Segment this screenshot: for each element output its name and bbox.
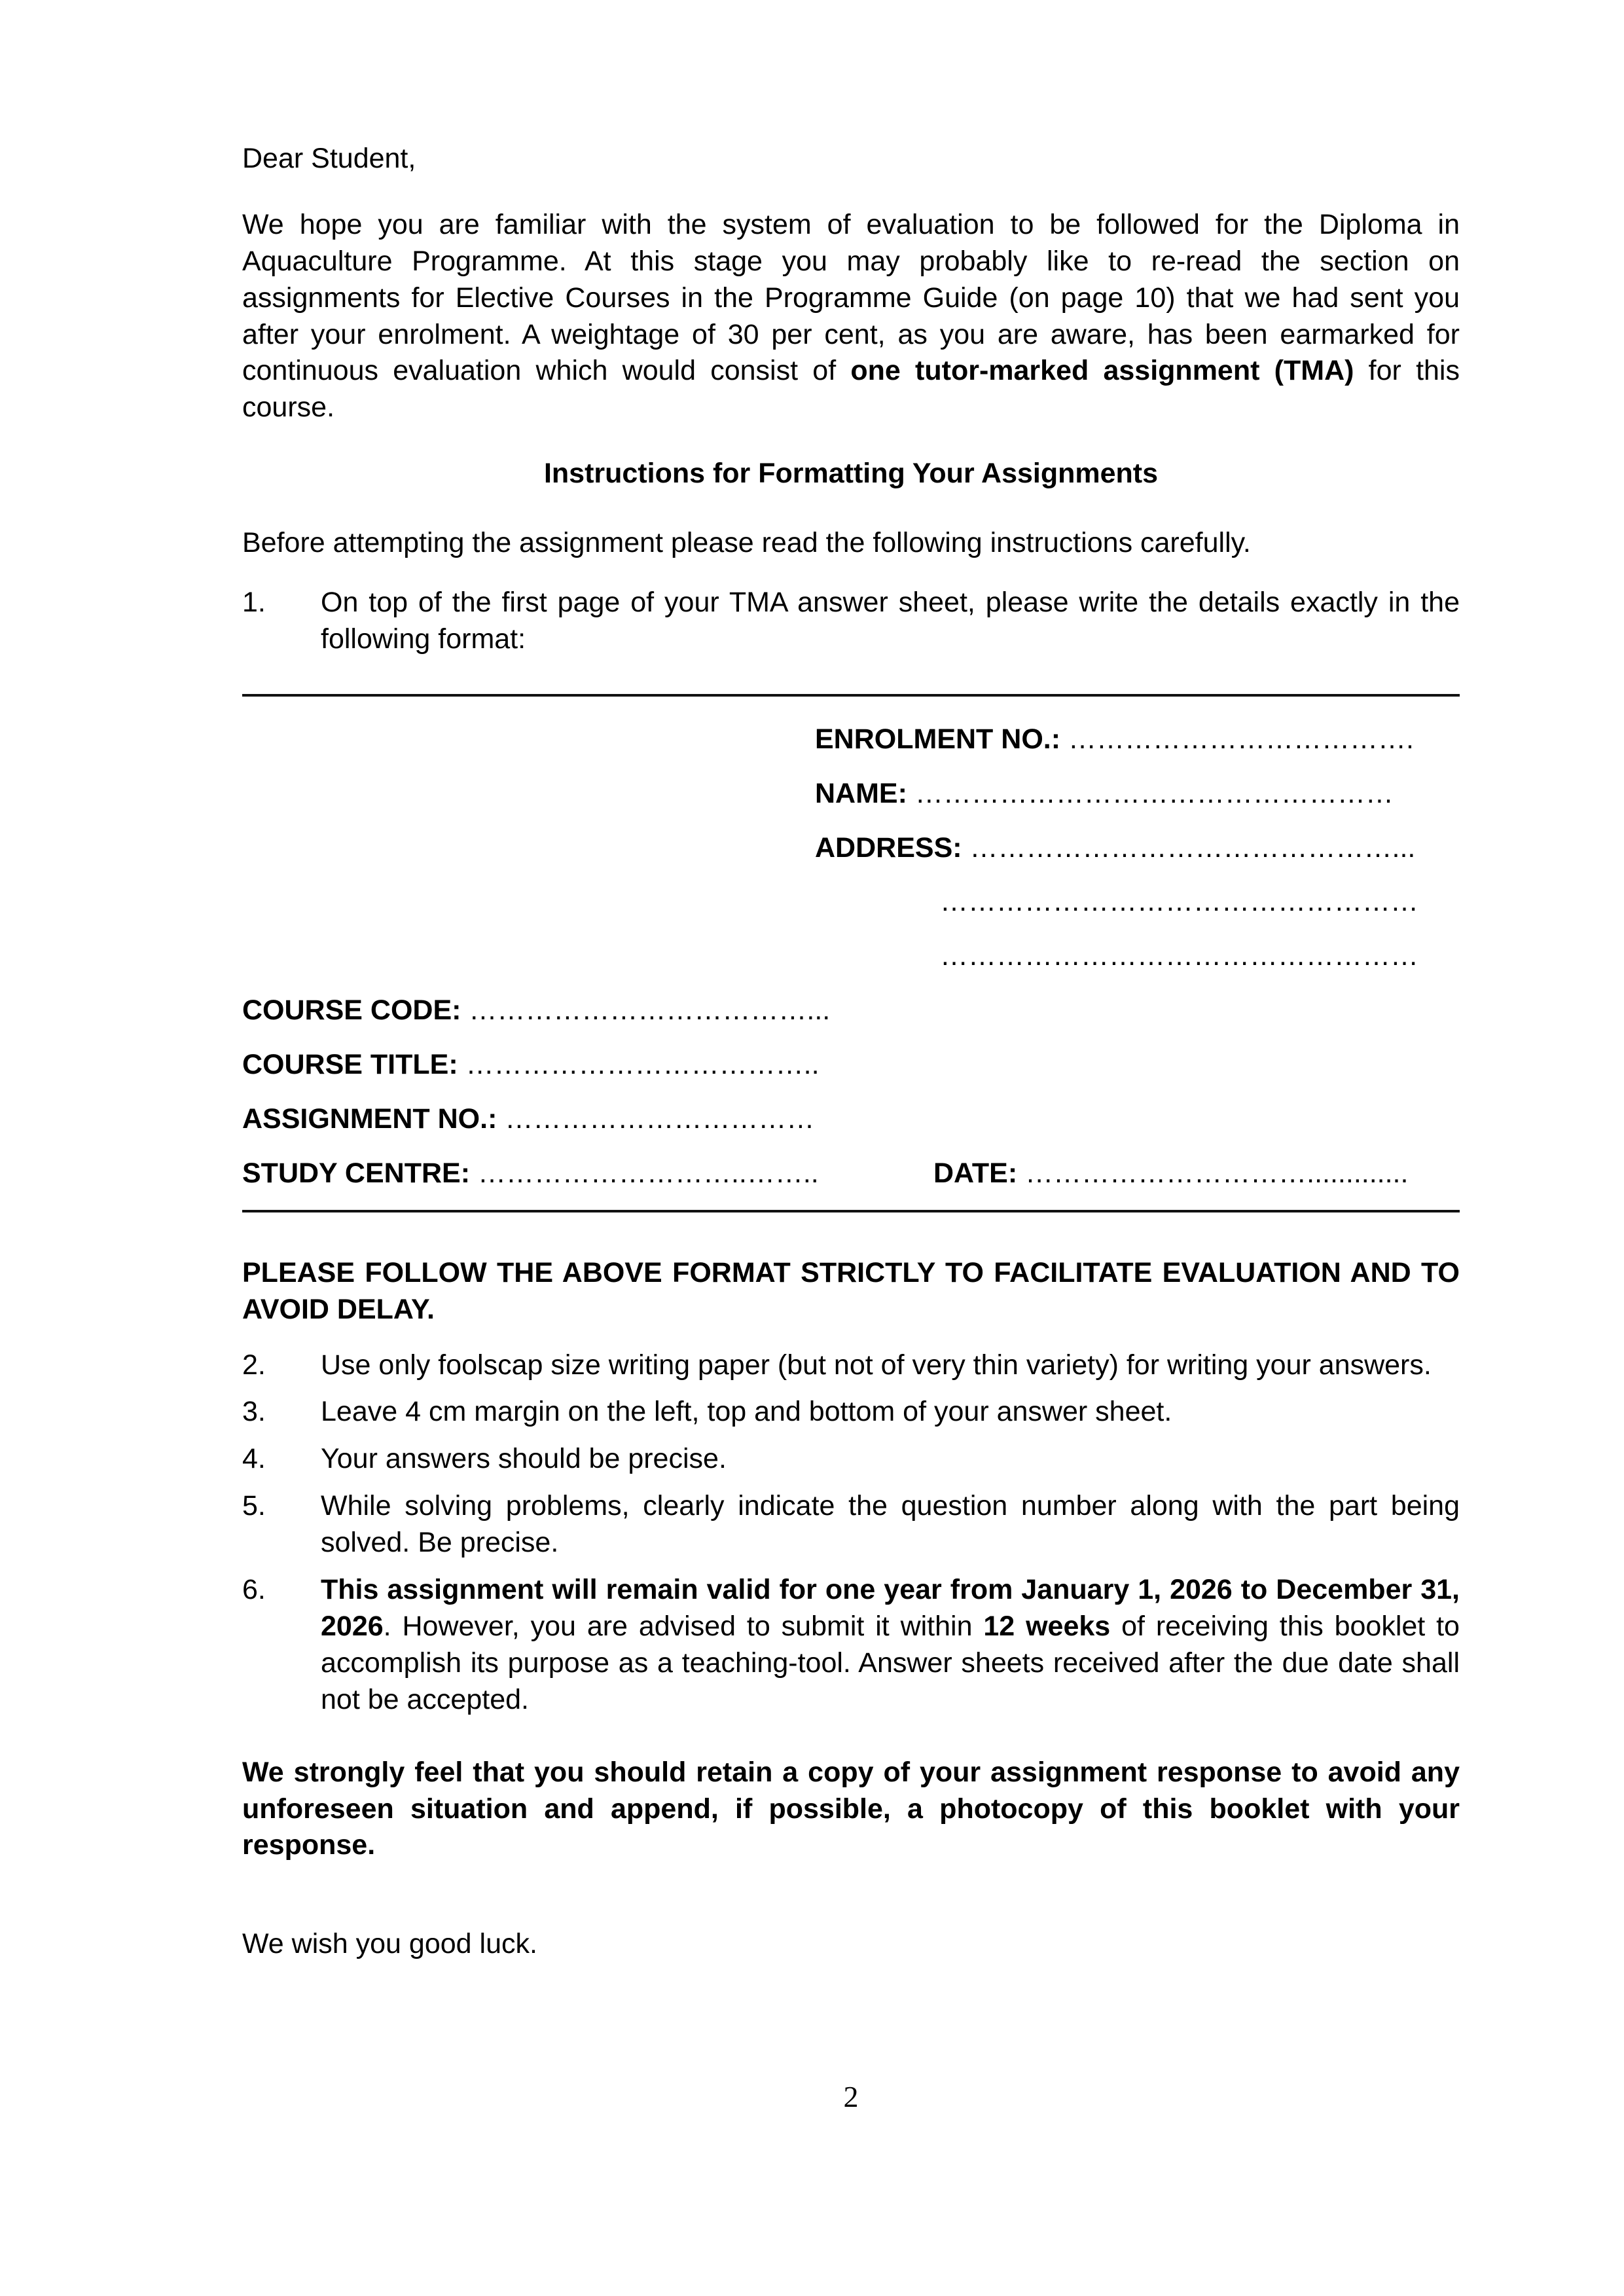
assignment-no-row <box>242 1101 1460 1138</box>
course-title-blank-line: ……………………………….. <box>458 1049 820 1081</box>
instruction-item-1 <box>242 585 1460 658</box>
course-code-row <box>242 993 1460 1029</box>
item-4-text: Your answers should be precise. <box>321 1443 727 1475</box>
course-code-blank-line: ………………………………... <box>461 994 831 1027</box>
enrolment-label: ENROLMENT NO.: <box>815 723 1061 755</box>
intro-text-after: for this course. <box>242 355 1460 424</box>
format-box-bottom-rule <box>242 1210 1460 1212</box>
study-centre-label: STUDY CENTRE: <box>242 1157 471 1189</box>
item-5-text: While solving problems, clearly indicate the question number along with the part being solved. Be precise. <box>321 1490 1460 1559</box>
format-box-lower <box>242 993 1460 1192</box>
item-6-number: 6. <box>242 1574 266 1606</box>
address-continuation-line-1: …………………………………………… <box>940 886 1418 918</box>
instructions-lead: Before attempting the assignment please read the following instructions carefully. <box>242 527 1251 559</box>
address-label: ADDRESS: <box>815 831 962 864</box>
name-blank-line: …………………………………………… <box>907 777 1394 809</box>
assignment-no-blank-line: …………………………… <box>497 1103 815 1135</box>
enrolment-row <box>815 721 1460 758</box>
intro-text-before: We hope you are familiar with the system of evaluation to be followed for the Diploma in Aquaculture Programme. At this stage you may probably like to re-read the section on assignments for Elective Courses in the Programme Guide (on page 10) that we had sent you after your enrolment. A weightage of 30 per cent, as you are aware, has been earmarked for continuous evaluation which would consist of <box>242 208 1460 387</box>
format-box-top-rule <box>242 694 1460 697</box>
course-title-label: COURSE TITLE: <box>242 1049 458 1081</box>
item-5-number: 5. <box>242 1490 266 1522</box>
instruction-item-5 <box>242 1488 1460 1561</box>
study-centre-blank-line: ………………………..…….. <box>470 1157 819 1189</box>
item-3-text: Leave 4 cm margin on the left, top and bottom of your answer sheet. <box>321 1396 1172 1428</box>
item-6-validity-bold: This assignment will remain valid for one year from January 1, 2026 to December 31, 2026 <box>321 1574 1460 1642</box>
instruction-item-3 <box>242 1394 1460 1430</box>
format-notice: PLEASE FOLLOW THE ABOVE FORMAT STRICTLY TO FACILITATE EVALUATION AND TO AVOID DELAY. <box>242 1256 1460 1325</box>
item-3-number: 3. <box>242 1396 266 1428</box>
address-row <box>815 830 1460 867</box>
instruction-item-6 <box>242 1572 1460 1719</box>
item-1-number: 1. <box>242 587 266 619</box>
address-blank-line: ………………………………………... <box>962 831 1416 864</box>
item-2-number: 2. <box>242 1349 266 1381</box>
course-code-label: COURSE CODE: <box>242 994 461 1027</box>
enrolment-blank-line: ………………………………. <box>1060 723 1414 755</box>
course-title-row <box>242 1047 1460 1084</box>
closing-line: We wish you good luck. <box>242 1928 537 1960</box>
name-row <box>815 776 1460 812</box>
item-6-normal-1: . However, you are advised to submit it within <box>383 1610 984 1642</box>
formatting-instructions-heading: Instructions for Formatting Your Assignments <box>543 458 1159 490</box>
intro-paragraph <box>242 207 1460 426</box>
address-continuation-line-2: …………………………………………… <box>940 940 1418 972</box>
name-label: NAME: <box>815 777 907 809</box>
date-blank-line: …………………………............. <box>1017 1157 1409 1189</box>
format-box-upper <box>242 721 1460 975</box>
instruction-item-4 <box>242 1441 1460 1478</box>
instruction-items <box>242 1347 1460 1719</box>
study-centre-date-row <box>242 1156 1460 1192</box>
item-6-text <box>321 1572 1460 1719</box>
item-1-text: On top of the first page of your TMA answer sheet, please write the details exactly in the following format: <box>321 587 1460 655</box>
page-number: 2 <box>843 2080 859 2114</box>
intro-bold-tma: one tutor-marked assignment (TMA) <box>850 355 1354 387</box>
item-6-weeks-bold: 12 weeks <box>983 1610 1111 1642</box>
assignment-no-label: ASSIGNMENT NO.: <box>242 1103 497 1135</box>
instruction-item-2 <box>242 1347 1460 1384</box>
salutation: Dear Student, <box>242 143 416 174</box>
date-label: DATE: <box>933 1157 1018 1189</box>
item-4-number: 4. <box>242 1443 266 1475</box>
item-6-normal-2: of receiving this booklet to accomplish its purpose as a teaching-tool. Answer sheets received after the due date shall not be accepted. <box>321 1610 1460 1715</box>
retain-copy-note: We strongly feel that you should retain a copy of your assignment response to avoid any unforeseen situation and append, if possible, a photocopy of this booklet with your response. <box>242 1756 1460 1861</box>
item-2-text: Use only foolscap size writing paper (but not of very thin variety) for writing your answers. <box>321 1349 1432 1381</box>
